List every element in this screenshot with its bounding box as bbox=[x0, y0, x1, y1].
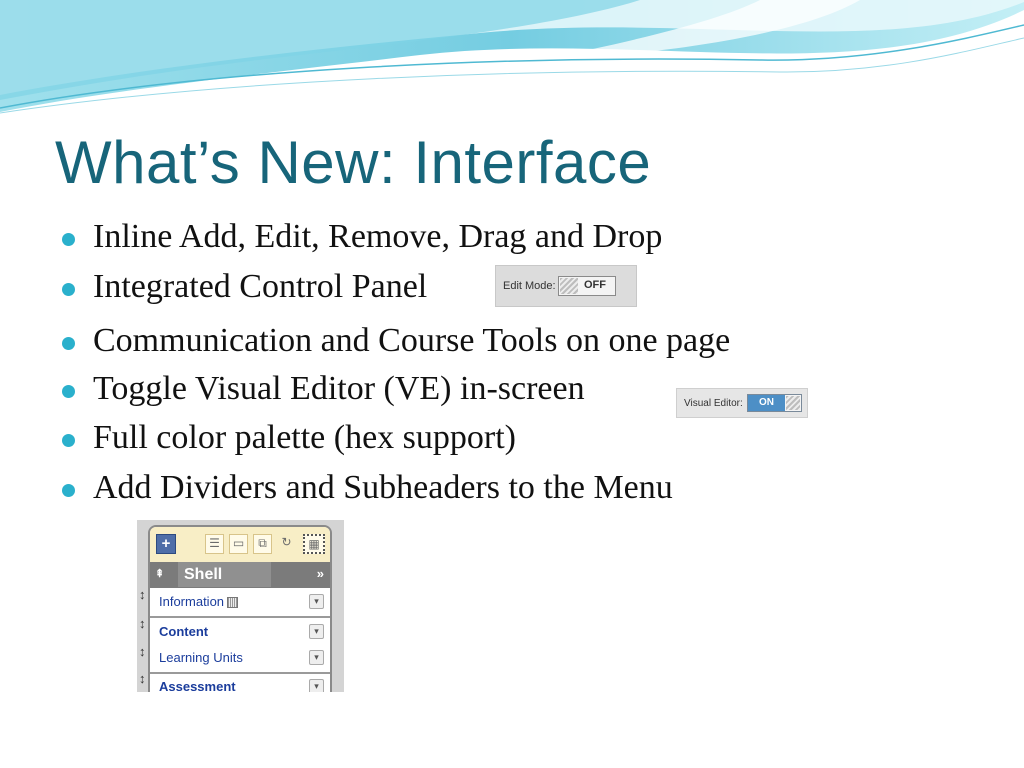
bullet-dot-icon bbox=[62, 484, 75, 497]
menu-item-label: Assessment bbox=[159, 679, 236, 692]
header-wave-decoration bbox=[0, 0, 1024, 120]
toggle-grip-icon bbox=[560, 278, 578, 294]
menu-toolbar bbox=[150, 527, 330, 562]
refresh-icon[interactable]: ↻ bbox=[281, 535, 292, 549]
expand-menu-icon[interactable]: » bbox=[316, 566, 324, 581]
grid-view-icon[interactable]: ▦ bbox=[303, 534, 325, 554]
menu-divider bbox=[150, 616, 330, 618]
bullet-dot-icon bbox=[62, 233, 75, 246]
menu-item[interactable] bbox=[150, 645, 330, 671]
menu-item-label: Information bbox=[159, 594, 238, 609]
chevron-down-icon[interactable]: ▾ bbox=[309, 679, 324, 692]
menu-shell-title: Shell bbox=[178, 562, 271, 587]
slide-title: What’s New: Interface bbox=[55, 129, 652, 196]
menu-item[interactable] bbox=[150, 619, 330, 645]
drag-handle-column bbox=[137, 520, 148, 692]
menu-item-label: Content bbox=[159, 624, 209, 639]
bullet-dot-icon bbox=[62, 434, 75, 447]
visual-editor-toggle-screenshot bbox=[676, 388, 808, 418]
chevron-down-icon[interactable]: ▾ bbox=[309, 624, 324, 639]
folder-view-icon[interactable]: ▭ bbox=[229, 534, 248, 554]
menu-frame bbox=[148, 525, 332, 692]
list-view-icon[interactable]: ☰ bbox=[205, 534, 224, 554]
hidden-indicator-icon bbox=[227, 597, 238, 608]
menu-item-label: Learning Units bbox=[159, 650, 243, 665]
collapse-arrows-icon[interactable]: ⇞ bbox=[155, 568, 165, 580]
course-menu-screenshot bbox=[137, 520, 344, 692]
edit-mode-state: OFF bbox=[584, 279, 606, 291]
window-view-icon[interactable]: ⧉ bbox=[253, 534, 272, 554]
bullet-text: Toggle Visual Editor (VE) in-screen bbox=[93, 370, 585, 407]
bullet-dot-icon bbox=[62, 283, 75, 296]
visual-editor-state: ON bbox=[748, 395, 785, 411]
edit-mode-label: Edit Mode: bbox=[503, 280, 556, 292]
chevron-down-icon[interactable]: ▾ bbox=[309, 650, 324, 665]
edit-mode-switch[interactable] bbox=[558, 276, 616, 296]
bullet-text: Integrated Control Panel bbox=[93, 268, 428, 305]
drag-handle-icon[interactable]: ↕ bbox=[139, 671, 146, 686]
add-menu-item-button[interactable]: + bbox=[156, 534, 176, 554]
bullet-text: Communication and Course Tools on one page bbox=[93, 322, 731, 359]
toggle-grip-icon bbox=[786, 396, 800, 410]
bullet-text: Inline Add, Edit, Remove, Drag and Drop bbox=[93, 218, 663, 255]
edit-mode-toggle-screenshot bbox=[495, 265, 637, 307]
chevron-down-icon[interactable]: ▾ bbox=[309, 594, 324, 609]
bullet-dot-icon bbox=[62, 337, 75, 350]
visual-editor-label: Visual Editor: bbox=[684, 398, 743, 409]
drag-handle-icon[interactable]: ↕ bbox=[139, 587, 146, 602]
bullet-text: Add Dividers and Subheaders to the Menu bbox=[93, 469, 673, 506]
drag-handle-icon[interactable]: ↕ bbox=[139, 644, 146, 659]
menu-header bbox=[150, 562, 330, 588]
menu-item[interactable] bbox=[150, 674, 330, 692]
drag-handle-icon[interactable]: ↕ bbox=[139, 616, 146, 631]
visual-editor-switch[interactable] bbox=[747, 394, 802, 412]
bullet-text: Full color palette (hex support) bbox=[93, 419, 517, 456]
menu-item[interactable] bbox=[150, 589, 330, 615]
bullet-dot-icon bbox=[62, 385, 75, 398]
